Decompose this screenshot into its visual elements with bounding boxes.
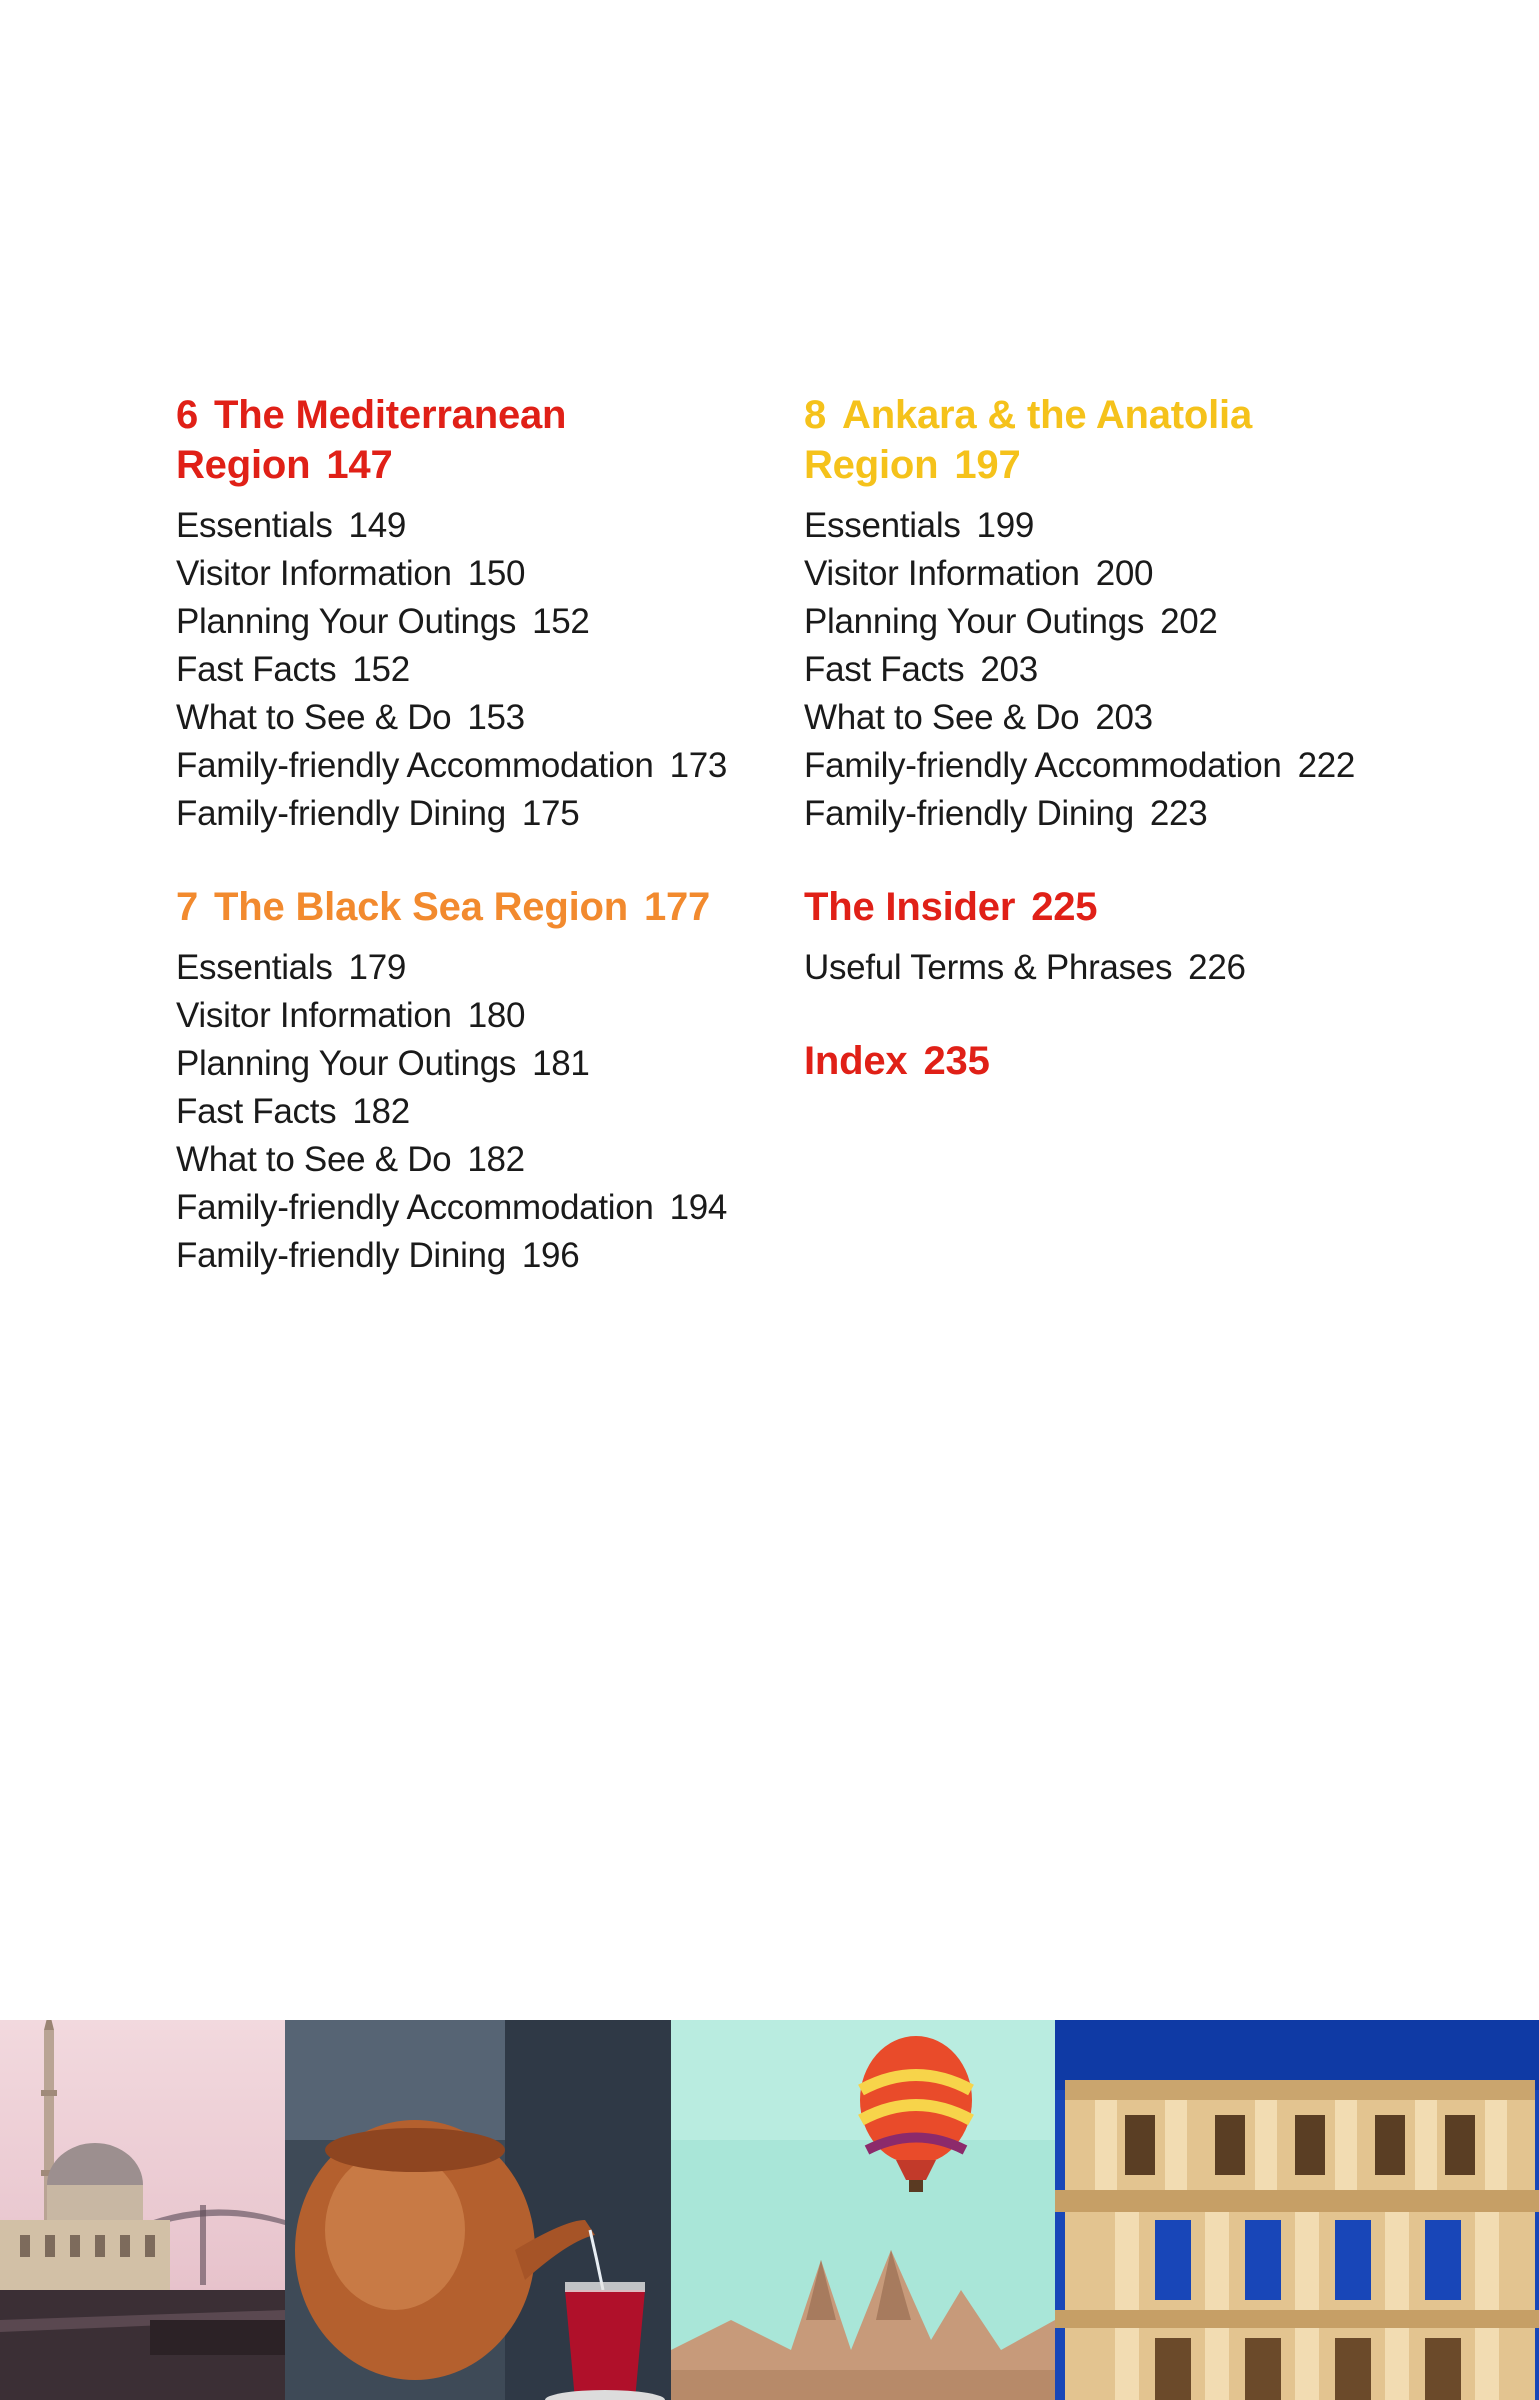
entry-label: Essentials — [176, 506, 333, 545]
entry-page: 149 — [348, 506, 407, 545]
entry-page: 175 — [521, 794, 580, 833]
entry-page: 182 — [467, 1140, 525, 1179]
entry-page: 150 — [467, 554, 526, 593]
mosque-icon — [0, 2020, 285, 2400]
entry-label: What to See & Do — [176, 1140, 452, 1179]
entry-page: 202 — [1160, 602, 1218, 641]
toc-section-insider — [804, 882, 1444, 992]
library-of-celsus-ephesus-photo — [1055, 2020, 1539, 2400]
toc-entry-list — [176, 502, 776, 838]
entry-label: Family-friendly Dining — [176, 1236, 506, 1275]
toc-entry-list — [176, 944, 776, 1280]
toc-entry[interactable] — [176, 694, 776, 742]
section-page: 235 — [923, 1039, 990, 1083]
entry-label: Planning Your Outings — [176, 1044, 517, 1083]
entry-page: 180 — [467, 996, 526, 1035]
entry-label: Family-friendly Dining — [176, 794, 506, 833]
toc-entry[interactable] — [176, 646, 776, 694]
toc-left-column — [176, 390, 776, 1324]
section-page: 225 — [1031, 885, 1098, 929]
teapot-icon — [285, 2020, 671, 2400]
toc-entry[interactable] — [176, 1136, 776, 1184]
toc-entry[interactable] — [804, 694, 1444, 742]
entry-page: 182 — [352, 1092, 410, 1131]
toc-section-7 — [176, 882, 776, 1280]
toc-entry[interactable] — [176, 598, 776, 646]
toc-entry[interactable] — [804, 790, 1444, 838]
toc-section-6 — [176, 390, 776, 838]
section-heading-8[interactable] — [804, 390, 1444, 490]
section-title-cont: Region — [804, 443, 939, 487]
entry-label: Visitor Information — [804, 554, 1080, 593]
section-title: The Insider — [804, 885, 1016, 929]
entry-label: Visitor Information — [176, 554, 452, 593]
entry-page: 203 — [1095, 698, 1153, 737]
toc-entry[interactable] — [804, 502, 1444, 550]
section-heading-insider[interactable] — [804, 882, 1444, 932]
section-title: Ankara & the Anatolia — [842, 393, 1253, 437]
entry-label: Family-friendly Accommodation — [176, 1188, 654, 1227]
entry-page: 179 — [348, 948, 407, 987]
section-heading-6[interactable] — [176, 390, 776, 490]
entry-label: Planning Your Outings — [804, 602, 1145, 641]
entry-page: 181 — [532, 1044, 590, 1083]
entry-label: Fast Facts — [804, 650, 965, 689]
toc-entry[interactable] — [804, 742, 1444, 790]
toc-section-index — [804, 1036, 1444, 1086]
toc-entry[interactable] — [176, 992, 776, 1040]
toc-entry[interactable] — [176, 742, 776, 790]
entry-label: Useful Terms & Phrases — [804, 948, 1173, 987]
entry-page: 222 — [1297, 746, 1356, 785]
section-title-cont: Region — [176, 443, 311, 487]
entry-page: 196 — [521, 1236, 580, 1275]
toc-entry[interactable] — [176, 944, 776, 992]
toc-entry[interactable] — [176, 1184, 776, 1232]
section-heading-7[interactable] — [176, 882, 776, 932]
entry-label: Family-friendly Dining — [804, 794, 1134, 833]
hot-air-balloon-icon — [671, 2020, 1055, 2400]
section-number: 8 — [804, 393, 827, 437]
library-of-celsus-icon — [1055, 2020, 1539, 2400]
toc-entry[interactable] — [804, 944, 1444, 992]
entry-page: 173 — [669, 746, 728, 785]
toc-entry[interactable] — [804, 598, 1444, 646]
toc-entry[interactable] — [176, 502, 776, 550]
mosque-bosphorus-photo — [0, 2020, 285, 2400]
entry-page: 194 — [669, 1188, 728, 1227]
entry-label: Family-friendly Accommodation — [176, 746, 654, 785]
toc-entry[interactable] — [176, 1088, 776, 1136]
toc-entry[interactable] — [176, 790, 776, 838]
entry-page: 223 — [1149, 794, 1208, 833]
toc-entry-list — [804, 502, 1444, 838]
toc-entry[interactable] — [176, 550, 776, 598]
hot-air-balloon-cappadocia-photo — [671, 2020, 1055, 2400]
entry-label: Visitor Information — [176, 996, 452, 1035]
section-number: 6 — [176, 393, 199, 437]
entry-page: 152 — [352, 650, 410, 689]
entry-page: 203 — [980, 650, 1038, 689]
entry-label: Essentials — [176, 948, 333, 987]
entry-page: 153 — [467, 698, 525, 737]
toc-right-column — [804, 390, 1444, 1130]
entry-label: Planning Your Outings — [176, 602, 517, 641]
entry-page: 200 — [1095, 554, 1154, 593]
entry-label: Family-friendly Accommodation — [804, 746, 1282, 785]
section-heading-index[interactable] — [804, 1036, 1444, 1086]
entry-label: What to See & Do — [176, 698, 452, 737]
section-page: 197 — [954, 443, 1021, 487]
section-page: 147 — [326, 443, 393, 487]
toc-entry[interactable] — [176, 1232, 776, 1280]
section-number: 7 — [176, 885, 199, 929]
entry-label: Fast Facts — [176, 1092, 337, 1131]
copper-teapot-tea-glass-photo — [285, 2020, 671, 2400]
entry-label: Fast Facts — [176, 650, 337, 689]
entry-label: What to See & Do — [804, 698, 1080, 737]
toc-entry[interactable] — [804, 550, 1444, 598]
toc-entry[interactable] — [804, 646, 1444, 694]
section-title: The Mediterranean — [214, 393, 567, 437]
photo-strip — [0, 2020, 1539, 2400]
toc-section-8 — [804, 390, 1444, 838]
entry-page: 199 — [976, 506, 1035, 545]
section-title: The Black Sea Region — [214, 885, 628, 929]
toc-entry-list — [804, 944, 1444, 992]
section-title: Index — [804, 1039, 908, 1083]
toc-entry[interactable] — [176, 1040, 776, 1088]
entry-page: 226 — [1188, 948, 1246, 987]
entry-label: Essentials — [804, 506, 961, 545]
section-page: 177 — [643, 885, 711, 929]
entry-page: 152 — [532, 602, 590, 641]
